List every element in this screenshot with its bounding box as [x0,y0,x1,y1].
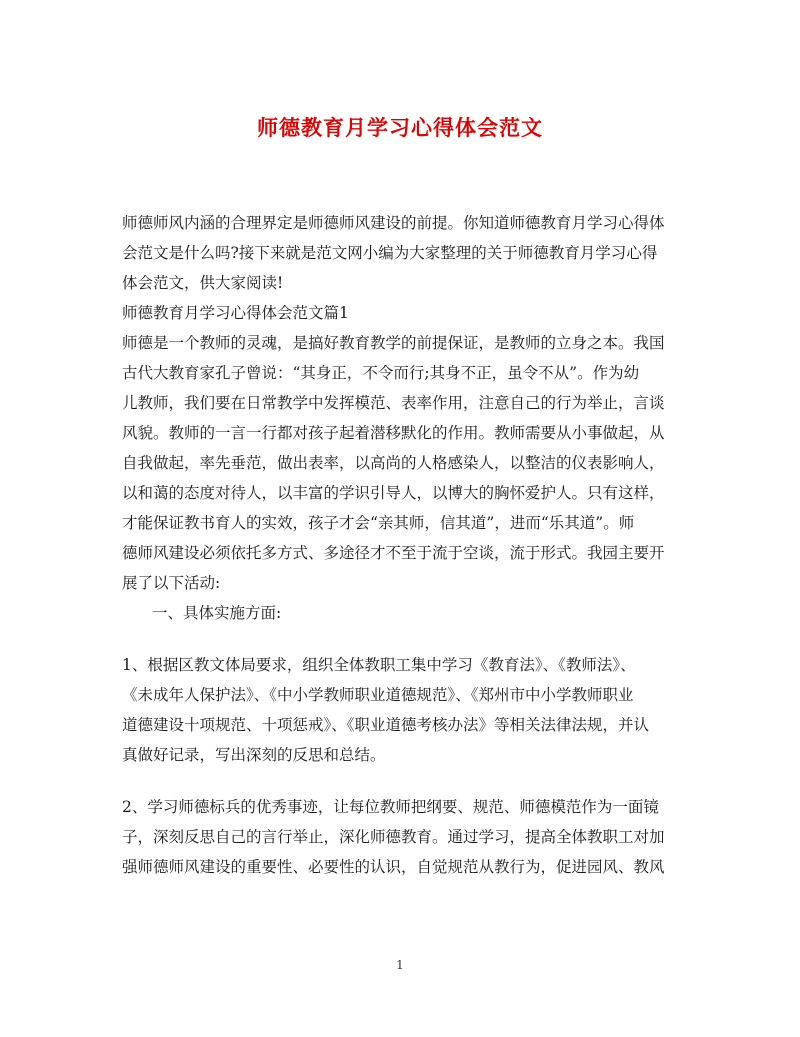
item-line: 2、学习师德标兵的优秀事迹，让每位教师把纲要、规范、师德模范作为一面镜 [122,798,659,816]
item-line: 道德建设十项规范、十项惩戒》、《职业道德考核办法》等相关法律法规，并认 [122,716,650,734]
intro-line: 会范文是什么吗?接下来就是范文网小编为大家整理的关于师德教育月学习心得 [122,244,658,262]
subheading: 一、具体实施方面: [152,604,282,622]
page-number: 1 [396,958,404,972]
paragraph-line: 以和蔼的态度对待人，以丰富的学识引导人，以博大的胸怀爱护人。只有这样， [122,484,665,502]
document-title: 师德教育月学习心得体会范文 [257,115,543,140]
item-1 [122,650,680,770]
paragraph-gap [122,770,680,792]
item-line: 真做好记录，写出深刻的反思和总结。 [122,746,386,764]
paragraph-line: 自我做起，率先垂范，做出表率，以高尚的人格感染人，以整洁的仪表影响人， [122,454,665,472]
intro-paragraph [122,208,680,298]
paragraph-line: 才能保证教书育人的实效，孩子才会“亲其师，信其道”，进而“乐其道”。师 [122,514,635,532]
item-line: 1、根据区教文体局要求，组织全体教职工集中学习《教育法》、《教师法》、 [122,656,636,674]
item-line: 《未成年人保护法》、《中小学教师职业道德规范》、《郑州市中小学教师职业 [122,686,634,704]
paragraph-line: 德师风建设必须依托多方式、多途径才不至于流于空谈，流于形式。我园主要开 [122,544,665,562]
paragraph-line: 师德是一个教师的灵魂，是搞好教育教学的前提保证，是教师的立身之本。我国 [122,334,665,352]
item-2 [122,792,680,882]
paragraph-line: 儿教师，我们要在日常教学中发挥模范、表率作用，注意自己的行为举止，言谈 [122,394,665,412]
paragraph-line: 风貌。教师的一言一行都对孩子起着潜移默化的作用。教师需要从小事做起，从 [122,424,665,442]
paragraph-line: 古代大教育家孔子曾说：“其身正，不令而行;其身不正，虽令不从”。作为幼 [122,364,640,382]
intro-line: 师德师风内涵的合理界定是师德师风建设的前提。你知道师德教育月学习心得体 [122,214,665,232]
paragraph-gap [122,628,680,650]
item-line: 强师德师风建设的重要性、必要性的认识，自觉规范从教行为，促进园风、教风 [122,858,665,876]
paragraph-line: 展了以下活动: [122,574,221,592]
paragraph-1 [122,328,680,598]
item-line: 子，深刻反思自己的言行举止，深化师德教育。通过学习，提高全体教职工对加 [122,828,665,846]
document-body [122,208,680,882]
section-heading: 师德教育月学习心得体会范文篇1 [122,304,349,322]
intro-line: 体会范文，供大家阅读! [122,274,284,292]
